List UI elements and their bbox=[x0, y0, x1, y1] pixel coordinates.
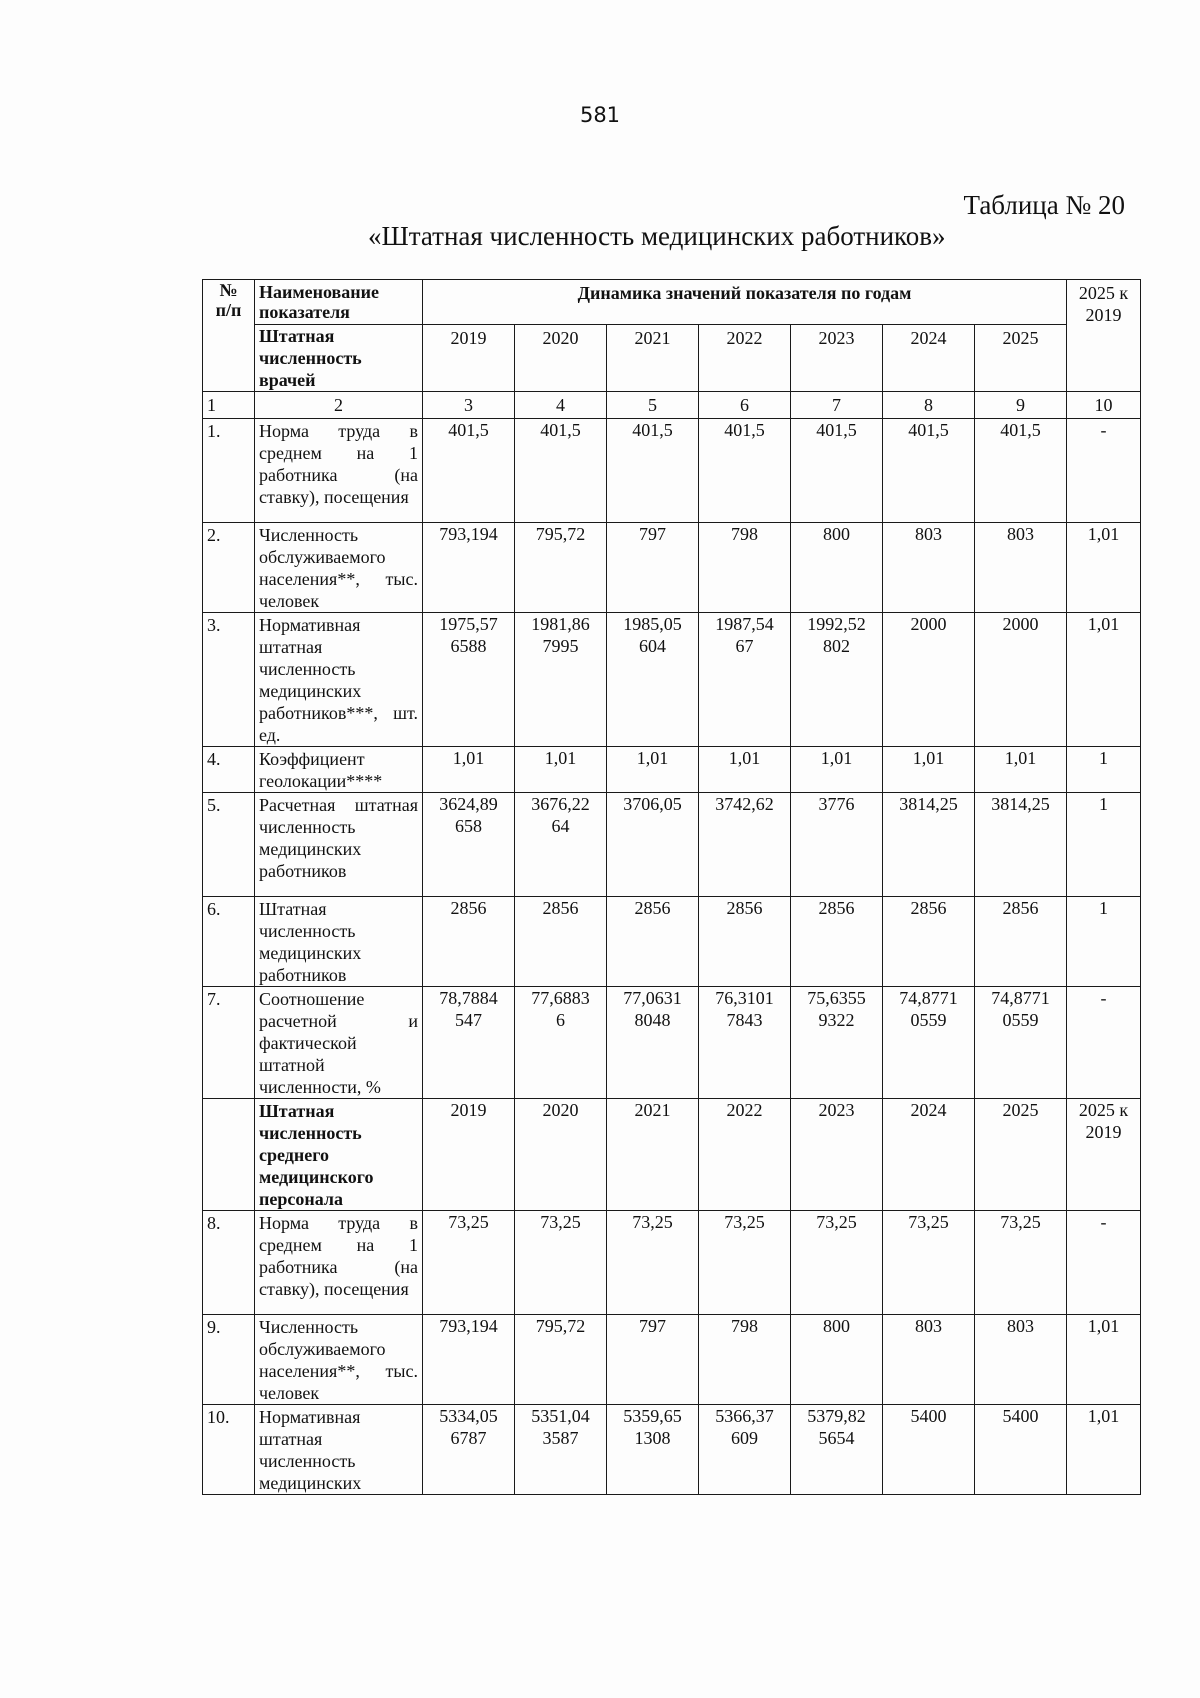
indicator-name: Численность обслуживаемого населения**, тыс. человек bbox=[255, 523, 423, 613]
header-name: Наименование показателя bbox=[255, 280, 423, 325]
value-cell: 78,7884 547 bbox=[423, 987, 515, 1099]
table-row bbox=[203, 793, 1141, 897]
value-cell: 2856 bbox=[515, 897, 607, 987]
value-cell: 803 bbox=[975, 1315, 1067, 1405]
value-cell: 3814,25 bbox=[975, 793, 1067, 897]
section-header-doctors bbox=[203, 325, 1141, 392]
column-number: 4 bbox=[515, 392, 607, 419]
value-cell: 803 bbox=[883, 1315, 975, 1405]
value-cell: 74,8771 0559 bbox=[975, 987, 1067, 1099]
year-cell: 2021 bbox=[607, 325, 699, 392]
year-cell: 2022 bbox=[699, 325, 791, 392]
indicator-name: Нормативная штатная численность медицинских bbox=[255, 1405, 423, 1495]
value-cell: 5351,04 3587 bbox=[515, 1405, 607, 1495]
value-cell: 3776 bbox=[791, 793, 883, 897]
value-cell: 2856 bbox=[791, 897, 883, 987]
column-numbers-row bbox=[203, 392, 1141, 419]
value-cell: 1,01 bbox=[791, 747, 883, 793]
ratio-cell: 1 bbox=[1067, 793, 1141, 897]
table-row bbox=[203, 1211, 1141, 1315]
value-cell: 1987,54 67 bbox=[699, 613, 791, 747]
page-number: 581 bbox=[579, 103, 621, 127]
column-number: 5 bbox=[607, 392, 699, 419]
value-cell: 75,6355 9322 bbox=[791, 987, 883, 1099]
value-cell: 2000 bbox=[975, 613, 1067, 747]
value-cell: 800 bbox=[791, 523, 883, 613]
table-row bbox=[203, 987, 1141, 1099]
value-cell: 401,5 bbox=[607, 419, 699, 523]
row-number: 8. bbox=[203, 1211, 255, 1315]
indicator-name: Численность обслуживаемого населения**, тыс. человек bbox=[255, 1315, 423, 1405]
value-cell: 797 bbox=[607, 1315, 699, 1405]
value-cell: 3706,05 bbox=[607, 793, 699, 897]
value-cell: 401,5 bbox=[883, 419, 975, 523]
value-cell: 1,01 bbox=[607, 747, 699, 793]
ratio-cell: - bbox=[1067, 987, 1141, 1099]
indicator-name: Норма труда в среднем на 1 работника (на ставку), посещения bbox=[255, 419, 423, 523]
row-number: 6. bbox=[203, 897, 255, 987]
value-cell: 401,5 bbox=[515, 419, 607, 523]
indicator-name: Норма труда в среднем на 1 работника (на ставку), посещения bbox=[255, 1211, 423, 1315]
table-row bbox=[203, 747, 1141, 793]
value-cell: 1,01 bbox=[883, 747, 975, 793]
value-cell: 795,72 bbox=[515, 523, 607, 613]
value-cell: 77,6883 6 bbox=[515, 987, 607, 1099]
row-number: 1. bbox=[203, 419, 255, 523]
table-row bbox=[203, 523, 1141, 613]
value-cell: 1985,05 604 bbox=[607, 613, 699, 747]
column-number: 8 bbox=[883, 392, 975, 419]
row-number: 9. bbox=[203, 1315, 255, 1405]
year-cell: 2022 bbox=[699, 1099, 791, 1211]
ratio-cell: 1,01 bbox=[1067, 613, 1141, 747]
value-cell: 803 bbox=[975, 523, 1067, 613]
value-cell: 77,0631 8048 bbox=[607, 987, 699, 1099]
value-cell: 1,01 bbox=[975, 747, 1067, 793]
year-cell: 2024 bbox=[883, 325, 975, 392]
column-number: 2 bbox=[255, 392, 423, 419]
value-cell: 793,194 bbox=[423, 1315, 515, 1405]
value-cell: 2856 bbox=[607, 897, 699, 987]
value-cell: 795,72 bbox=[515, 1315, 607, 1405]
value-cell: 3676,22 64 bbox=[515, 793, 607, 897]
ratio-cell: - bbox=[1067, 1211, 1141, 1315]
value-cell: 3814,25 bbox=[883, 793, 975, 897]
ratio-header: 2025 к 2019 bbox=[1067, 1099, 1141, 1211]
indicator-name: Расчетная штатная численность медицинских работников bbox=[255, 793, 423, 897]
year-cell: 2024 bbox=[883, 1099, 975, 1211]
value-cell: 2856 bbox=[423, 897, 515, 987]
table-row bbox=[203, 1315, 1141, 1405]
value-cell: 2856 bbox=[883, 897, 975, 987]
header-row bbox=[203, 280, 1141, 325]
indicator-name: Соотношение расчетной и фактической штатной численности, % bbox=[255, 987, 423, 1099]
column-number: 9 bbox=[975, 392, 1067, 419]
value-cell: 798 bbox=[699, 1315, 791, 1405]
indicator-name: Штатная численность медицинских работников bbox=[255, 897, 423, 987]
year-cell: 2023 bbox=[791, 325, 883, 392]
row-number: 3. bbox=[203, 613, 255, 747]
table-row bbox=[203, 419, 1141, 523]
table-title: «Штатная численность медицинских работников» bbox=[368, 221, 946, 251]
row-number: 5. bbox=[203, 793, 255, 897]
value-cell: 2856 bbox=[699, 897, 791, 987]
value-cell: 1,01 bbox=[699, 747, 791, 793]
value-cell: 1975,57 6588 bbox=[423, 613, 515, 747]
column-number: 3 bbox=[423, 392, 515, 419]
ratio-cell: 1 bbox=[1067, 747, 1141, 793]
header-num: № п/п bbox=[203, 280, 255, 392]
value-cell: 401,5 bbox=[975, 419, 1067, 523]
year-cell: 2019 bbox=[423, 325, 515, 392]
value-cell: 798 bbox=[699, 523, 791, 613]
value-cell: 401,5 bbox=[423, 419, 515, 523]
ratio-cell: 1,01 bbox=[1067, 1315, 1141, 1405]
value-cell: 74,8771 0559 bbox=[883, 987, 975, 1099]
value-cell: 2856 bbox=[975, 897, 1067, 987]
empty-cell bbox=[203, 1099, 255, 1211]
value-cell: 800 bbox=[791, 1315, 883, 1405]
column-number: 7 bbox=[791, 392, 883, 419]
value-cell: 3742,62 bbox=[699, 793, 791, 897]
value-cell: 5334,05 6787 bbox=[423, 1405, 515, 1495]
indicator-name: Коэффициент геолокации**** bbox=[255, 747, 423, 793]
year-cell: 2020 bbox=[515, 325, 607, 392]
value-cell: 73,25 bbox=[423, 1211, 515, 1315]
table-label: Таблица № 20 bbox=[963, 190, 1125, 220]
value-cell: 73,25 bbox=[515, 1211, 607, 1315]
indicator-name: Нормативная штатная численность медицинских работников***, шт. ед. bbox=[255, 613, 423, 747]
ratio-cell: - bbox=[1067, 419, 1141, 523]
section-header-nurses bbox=[203, 1099, 1141, 1211]
ratio-cell: 1 bbox=[1067, 897, 1141, 987]
value-cell: 401,5 bbox=[791, 419, 883, 523]
value-cell: 5400 bbox=[883, 1405, 975, 1495]
value-cell: 3624,89 658 bbox=[423, 793, 515, 897]
value-cell: 797 bbox=[607, 523, 699, 613]
value-cell: 1,01 bbox=[515, 747, 607, 793]
value-cell: 5359,65 1308 bbox=[607, 1405, 699, 1495]
value-cell: 5400 bbox=[975, 1405, 1067, 1495]
value-cell: 73,25 bbox=[883, 1211, 975, 1315]
table-row bbox=[203, 897, 1141, 987]
row-number: 2. bbox=[203, 523, 255, 613]
value-cell: 73,25 bbox=[975, 1211, 1067, 1315]
column-number: 1 bbox=[203, 392, 255, 419]
header-dynamics: Динамика значений показателя по годам bbox=[423, 280, 1067, 325]
year-cell: 2021 bbox=[607, 1099, 699, 1211]
year-cell: 2019 bbox=[423, 1099, 515, 1211]
value-cell: 5366,37 609 bbox=[699, 1405, 791, 1495]
value-cell: 793,194 bbox=[423, 523, 515, 613]
column-number: 6 bbox=[699, 392, 791, 419]
year-cell: 2023 bbox=[791, 1099, 883, 1211]
header-ratio: 2025 к 2019 bbox=[1067, 280, 1141, 392]
section-title: Штатная численность среднего медицинского персонала bbox=[255, 1099, 423, 1211]
value-cell: 1992,52 802 bbox=[791, 613, 883, 747]
year-cell: 2020 bbox=[515, 1099, 607, 1211]
value-cell: 401,5 bbox=[699, 419, 791, 523]
value-cell: 803 bbox=[883, 523, 975, 613]
table-row bbox=[203, 1405, 1141, 1495]
value-cell: 1,01 bbox=[423, 747, 515, 793]
row-number: 4. bbox=[203, 747, 255, 793]
section-title: Штатная численность врачей bbox=[255, 325, 423, 392]
value-cell: 2000 bbox=[883, 613, 975, 747]
value-cell: 73,25 bbox=[791, 1211, 883, 1315]
value-cell: 5379,82 5654 bbox=[791, 1405, 883, 1495]
staffing-table bbox=[202, 279, 1141, 1495]
row-number: 7. bbox=[203, 987, 255, 1099]
value-cell: 76,3101 7843 bbox=[699, 987, 791, 1099]
ratio-cell: 1,01 bbox=[1067, 1405, 1141, 1495]
column-number: 10 bbox=[1067, 392, 1141, 419]
value-cell: 73,25 bbox=[699, 1211, 791, 1315]
row-number: 10. bbox=[203, 1405, 255, 1495]
year-cell: 2025 bbox=[975, 1099, 1067, 1211]
value-cell: 1981,86 7995 bbox=[515, 613, 607, 747]
ratio-cell: 1,01 bbox=[1067, 523, 1141, 613]
year-cell: 2025 bbox=[975, 325, 1067, 392]
table-row bbox=[203, 613, 1141, 747]
value-cell: 73,25 bbox=[607, 1211, 699, 1315]
